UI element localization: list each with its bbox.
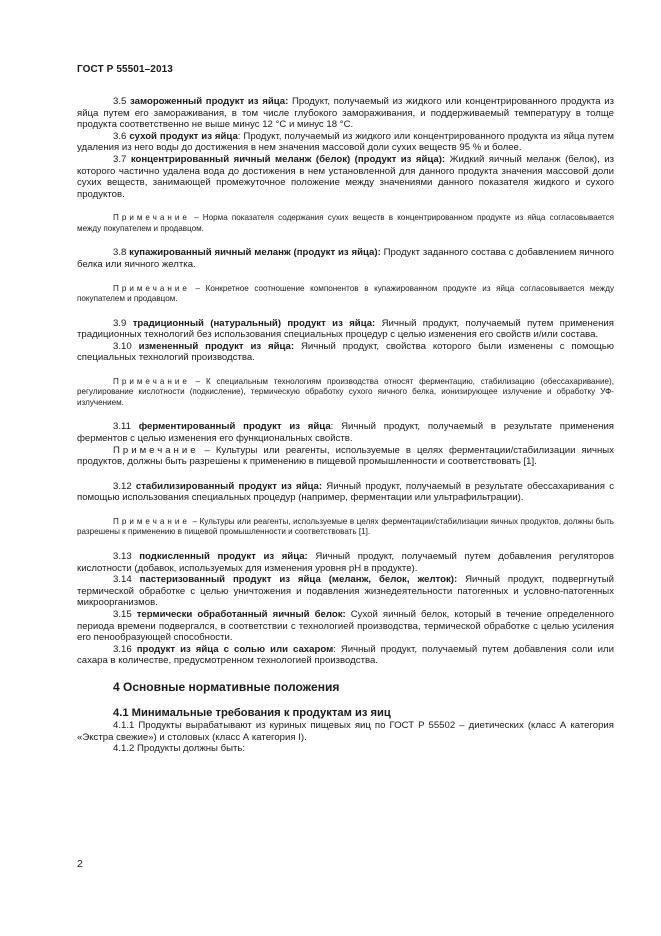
term: измененный продукт из яйца:	[138, 340, 295, 352]
term: замороженный продукт из яйца:	[130, 96, 289, 107]
term: концентрированный яичный меланж (белок) (продукт из яйца):	[130, 153, 446, 165]
page-number: 2	[77, 858, 83, 870]
note-3-8: Примечание – Конкретное соотношение компонентов в купажированном продукте из яйца согласовывается между покупателем и продавцом.	[77, 283, 614, 304]
page-header: ГОСТ Р 55501–2013	[77, 64, 173, 75]
clause-3-11: 3.11 ферментированный продукт из яйца: Яичный продукт, получаемый в результате применения ферментов с целью изменения его функциональных свойств.	[77, 421, 615, 444]
clause-3-6: 3.6 сухой продукт из яйца: Продукт, получаемый из жидкого или концентрированного продукта из яйца путем удаления из него воды до достижения в нем значения массовой доли сухих веществ 95 % и более.	[77, 130, 615, 154]
note-label: Примечание	[113, 213, 190, 223]
note-3-10: Примечание – К специальным технологиям производства относят ферментацию, стабилизацию (обессахаривание), регулирование кислотности (подкисление), термическую обработку сухого яичного белка, ионизирующее излучение и обработку УФ-излучением.	[77, 376, 614, 407]
clause-4-1-2: 4.1.2 Продукты должны быть:	[113, 743, 246, 755]
clause-4-1-1: 4.1.1 Продукты вырабатывают из куриных пищевых яиц по ГОСТ Р 55502 – диетических (класс А категория «Экстра свежие») и столовых (класс А категория I).	[77, 719, 614, 743]
note-label: Примечание	[113, 516, 190, 526]
clause-3-16: 3.16 продукт из яйца с солью или сахаром: Яичный продукт, получаемый путем добавления соли или сахара в количестве, предусмотренном технологией производства.	[77, 643, 614, 667]
term: термически обработанный яичный белок:	[136, 608, 346, 620]
page-content	[77, 96, 614, 755]
clause-3-7: 3.7 концентрированный яичный меланж (белок) (продукт из яйца): Жидкий яичный меланж (белок), из которого частично удалена вода до достижения в нем установленной для данного продукта значения массовой доли сухих веществ, занимающей промежуточное положение между значениями данного показателя жидкого и сухого продуктов.	[77, 153, 614, 200]
clause-3-9: 3.9 традиционный (натуральный) продукт из яйца: Яичный продукт, получаемый путем применения традиционных технологий без использования специальных процедур с целью изменения его свойств и/или состава.	[77, 317, 614, 341]
term: сухой продукт из яйца	[129, 130, 238, 142]
clause-3-15: 3.15 термически обработанный яичный белок: Сухой яичный белок, который в течение определенного периода времени подвергался, в соответствии с технологией производства, термической обработке с целью усиления его пенообразующей способности.	[77, 608, 614, 644]
note-3-11: Примечание – Культуры или реагенты, используемые в целях ферментации/стабилизации яичных продуктов, должны быть разрешены к применению в пищевой промышленности и соответствовать [1].	[77, 444, 614, 468]
clause-3-8: 3.8 купажированный яичный меланж (продукт из яйца): Продукт заданного состава с добавлением яичного белка или яичного желтка.	[77, 247, 614, 270]
note-label: Примечание	[113, 444, 199, 456]
note-3-12: Примечание – Культуры или реагенты, используемые в целях ферментации/стабилизации яичных продуктов, должны быть разрешены к применению в пищевой промышленности и соответствовать [1].	[77, 516, 615, 537]
clause-3-5: 3.5 замороженный продукт из яйца: Продукт, получаемый из жидкого или концентрированного продукта из яйца путем его замораживания, в том числе глубокого замораживания, и поддерживаемый температуру в толще продукта соответственно не выше минус 12 °С и минус 18 °С.	[77, 96, 614, 131]
clause-3-14: 3.14 пастеризованный продукт из яйца (меланж, белок, желток): Яичный продукт, подвергнутый термической обработке с целью уничтожения и подавления жизнедеятельности патогенных и условно-патогенных микроорганизмов.	[77, 574, 614, 609]
term: пастеризованный продукт из яйца (меланж, белок, желток):	[139, 574, 458, 586]
term: подкисленный продукт из яйца:	[139, 550, 308, 562]
term: стабилизированный продукт из яйца:	[135, 480, 323, 492]
term: продукт из яйца с солью или сахаром	[136, 643, 334, 655]
clause-3-13: 3.13 подкисленный продукт из яйца: Яичный продукт, получаемый путем добавления регуляторов кислотности (добавок, используемых для изменения уровня pH в продукте).	[77, 550, 614, 574]
note-3-7: Примечание – Норма показателя содержания сухих веществ в концентрированном продукте из яйца согласовывается между покупателем и продавцом.	[77, 213, 615, 233]
section-4-title: 4 Основные нормативные положения	[113, 679, 340, 694]
note-label: Примечание	[113, 283, 190, 293]
term: ферментированный продукт из яйца	[138, 421, 331, 433]
clause-3-12: 3.12 стабилизированный продукт из яйца: Яичный продукт, получаемый в результате обессахаривания с помощью использования специальных процедур (например, ферментации или ультрафильтрации).	[77, 480, 614, 504]
clause-3-10: 3.10 измененный продукт из яйца: Яичный продукт, свойства которого были изменены с помощью специальных технологий производства.	[77, 340, 614, 364]
term: купажированный яичный меланж (продукт из яйца):	[129, 247, 381, 259]
section-4-1-title: 4.1 Минимальные требования к продуктам из яиц	[113, 706, 391, 719]
term: традиционный (натуральный) продукт из яйца:	[132, 317, 376, 329]
note-label: Примечание	[113, 376, 190, 386]
